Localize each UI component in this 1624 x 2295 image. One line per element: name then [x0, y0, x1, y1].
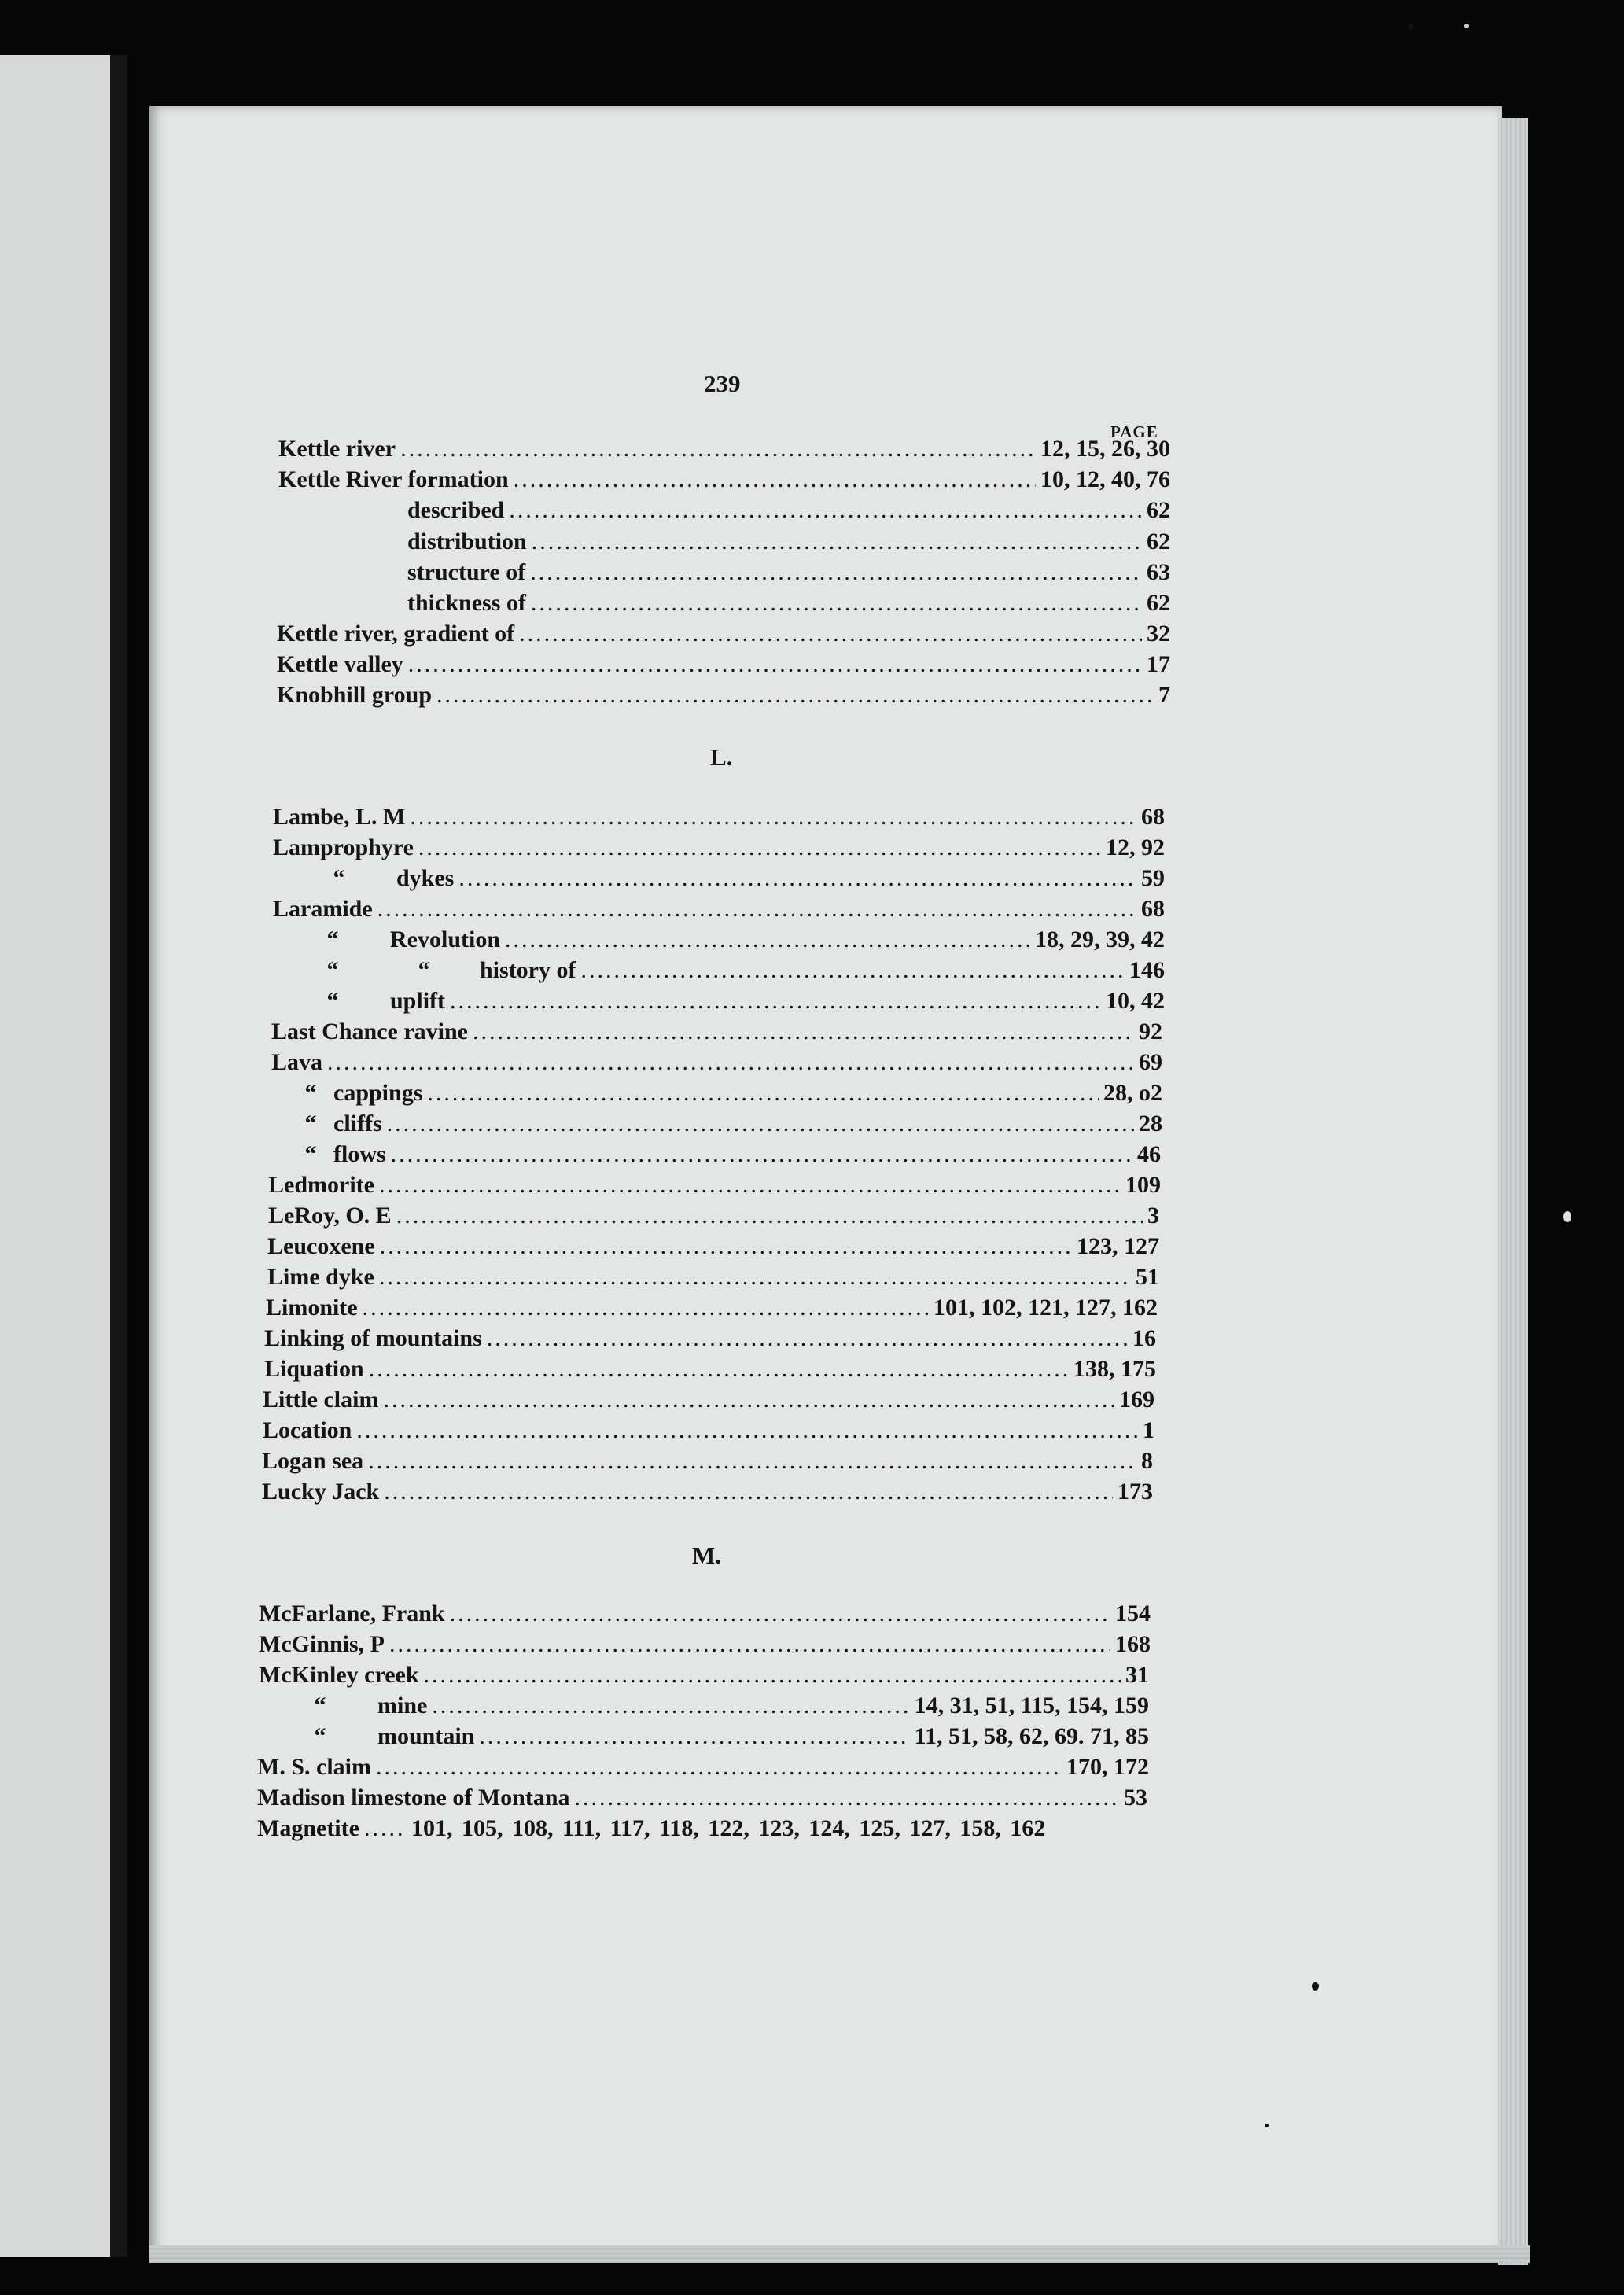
entry-subterm: cappings	[333, 1080, 423, 1106]
entry-subterm: flows	[333, 1141, 386, 1167]
page-number: 239	[704, 370, 741, 397]
dot-leader	[450, 987, 1101, 1015]
ditto-mark: “	[326, 957, 339, 983]
index-entry	[259, 1658, 1149, 1689]
index-entry	[316, 923, 1165, 954]
entry-pages: 123, 127	[1077, 1233, 1159, 1259]
index-entry	[259, 1627, 1151, 1659]
entry-term	[304, 1692, 427, 1720]
entry-pages: 10, 12, 40, 76	[1040, 466, 1170, 492]
dot-leader	[487, 1324, 1128, 1353]
entry-term: distribution	[407, 529, 527, 554]
index-entry	[264, 1321, 1156, 1353]
index-entry	[262, 1475, 1153, 1506]
entry-pages: 31	[1125, 1662, 1149, 1688]
entry-term: Magnetite	[257, 1815, 359, 1841]
index-entry	[407, 525, 1170, 556]
entry-term	[294, 1110, 382, 1138]
ditto-mark: “	[418, 957, 430, 983]
entry-pages: 62	[1147, 529, 1170, 554]
section-heading-m: M.	[692, 1542, 722, 1569]
page-stack-bottom-edge	[149, 2245, 1530, 2263]
entry-pages: 68	[1141, 804, 1165, 830]
index-entry	[268, 1199, 1159, 1230]
entry-term: Lime dyke	[267, 1264, 374, 1290]
index-entry	[266, 1291, 1158, 1322]
entry-pages: 16	[1132, 1325, 1156, 1351]
dot-leader	[356, 1416, 1138, 1445]
entry-pages: 8	[1141, 1448, 1153, 1474]
scan-speck	[1563, 1211, 1571, 1222]
entry-pages: 69	[1139, 1049, 1162, 1075]
entry-term: Little claim	[263, 1387, 379, 1413]
entry-pages: 101, 102, 121, 127, 162	[934, 1295, 1158, 1321]
entry-pages: 14, 31, 51, 115, 154, 159	[914, 1693, 1149, 1718]
dot-leader	[458, 864, 1136, 893]
scan-speck	[1312, 1982, 1319, 1991]
index-entry	[277, 617, 1170, 648]
entry-term: LeRoy, O. E	[268, 1203, 392, 1229]
entry-pages: 53	[1124, 1785, 1147, 1811]
entry-term: Leucoxene	[267, 1233, 375, 1259]
entry-term	[294, 1079, 422, 1107]
entry-pages: 18, 29, 39, 42	[1035, 926, 1165, 952]
index-entry	[277, 647, 1170, 679]
entry-pages: 1	[1143, 1417, 1154, 1443]
dot-leader	[408, 650, 1142, 679]
entry-pages: 32	[1147, 621, 1170, 647]
entry-term: Kettle River formation	[278, 466, 509, 492]
dot-leader	[509, 496, 1142, 525]
index-entry	[263, 1383, 1154, 1414]
entry-subterm: Revolution	[390, 926, 501, 952]
section-heading-l: L.	[710, 743, 733, 771]
entry-term: structure of	[407, 559, 526, 585]
entry-term	[294, 1140, 386, 1169]
ditto-mark: “	[304, 1080, 317, 1106]
index-entry	[304, 1689, 1149, 1720]
entry-pages: 11, 51, 58, 62, 69. 71, 85	[914, 1723, 1149, 1749]
entry-term	[322, 864, 454, 893]
entry-subterm: uplift	[390, 988, 446, 1014]
dot-leader	[450, 1600, 1110, 1628]
entry-term: Laramide	[273, 896, 373, 922]
entry-pages: 146	[1129, 957, 1165, 983]
dot-leader	[424, 1661, 1121, 1689]
entry-term: Location	[263, 1417, 352, 1443]
index-entry	[264, 1352, 1156, 1383]
dot-leader	[530, 558, 1142, 587]
dot-leader	[418, 834, 1101, 862]
entry-pages: 154	[1115, 1601, 1151, 1626]
index-entry	[273, 831, 1165, 862]
entry-term: Last Chance ravine	[271, 1019, 468, 1044]
entry-term: McKinley creek	[259, 1662, 419, 1688]
ditto-mark: “	[304, 1141, 317, 1167]
index-entry	[278, 432, 1170, 463]
entry-pages: 68	[1141, 896, 1165, 922]
dot-leader	[479, 1722, 909, 1751]
dot-leader	[473, 1018, 1134, 1046]
entry-pages: 10, 42	[1106, 988, 1165, 1014]
ditto-mark: “	[333, 865, 345, 891]
entry-pages: 7	[1158, 682, 1170, 708]
dot-leader	[376, 1753, 1062, 1781]
entry-term: Ledmorite	[268, 1172, 374, 1198]
entry-term: Madison limestone of Montana	[257, 1785, 570, 1811]
entry-term: McGinnis, P	[259, 1631, 385, 1657]
entry-pages: 12, 15, 26, 30	[1040, 436, 1170, 462]
dot-leader	[519, 620, 1142, 648]
entry-pages: 62	[1147, 590, 1170, 616]
dot-leader	[531, 589, 1142, 617]
index-entry	[278, 462, 1170, 494]
index-entry	[257, 1781, 1147, 1812]
entry-pages: 109	[1125, 1172, 1161, 1198]
dot-leader	[575, 1784, 1120, 1812]
entry-pages: 12, 92	[1106, 834, 1165, 860]
index-entry	[257, 1750, 1149, 1781]
entry-term: Kettle valley	[277, 651, 403, 677]
index-entry	[304, 1719, 1149, 1751]
entry-term: Liquation	[264, 1356, 364, 1382]
entry-pages: 59	[1141, 865, 1165, 891]
ditto-mark: “	[304, 1111, 317, 1136]
index-entry	[316, 984, 1165, 1015]
ditto-mark: “	[314, 1723, 326, 1749]
entry-term: Lucky Jack	[262, 1479, 380, 1505]
index-entry	[294, 1107, 1162, 1138]
dot-leader	[391, 1140, 1132, 1169]
index-entry	[271, 1045, 1162, 1077]
dot-leader	[379, 1171, 1121, 1199]
entry-pages: 28	[1139, 1111, 1162, 1136]
entry-term: Lava	[271, 1049, 323, 1075]
entry-term: thickness of	[407, 590, 526, 616]
entry-pages: 168	[1115, 1631, 1151, 1657]
entry-pages: 63	[1147, 559, 1170, 585]
entry-subterm: history of	[480, 957, 576, 983]
entry-term: M. S. claim	[257, 1754, 371, 1780]
index-entry	[267, 1229, 1159, 1261]
dot-leader	[427, 1079, 1099, 1107]
dot-leader	[368, 1447, 1136, 1475]
dot-leader	[364, 1814, 407, 1843]
entry-pages: 62	[1147, 497, 1170, 523]
entry-term	[316, 987, 445, 1015]
scan-speck	[1464, 24, 1469, 28]
dot-leader	[377, 895, 1136, 923]
dot-leader	[379, 1263, 1131, 1291]
dot-leader	[380, 1232, 1072, 1261]
dot-leader	[532, 528, 1142, 556]
entry-term: described	[407, 497, 505, 523]
index-entry	[267, 1260, 1159, 1291]
scan-speck	[1408, 24, 1414, 31]
dot-leader	[432, 1692, 909, 1720]
dot-leader	[384, 1478, 1113, 1506]
index-entry	[257, 1811, 1147, 1843]
index-entry	[273, 892, 1165, 923]
dot-leader	[505, 926, 1030, 954]
facing-page-edge	[0, 55, 127, 2257]
index-entry	[322, 861, 1165, 893]
entry-pages: 17	[1147, 651, 1170, 677]
entry-pages: 170, 172	[1066, 1754, 1149, 1780]
index-entry	[294, 1076, 1162, 1107]
index-entry	[277, 678, 1170, 709]
entry-term: Lambe, L. M	[273, 804, 406, 830]
index-entry	[294, 1137, 1161, 1169]
entry-term: Lamprophyre	[273, 834, 414, 860]
entry-term	[316, 956, 576, 985]
dot-leader	[383, 1386, 1114, 1414]
dot-leader	[410, 803, 1136, 831]
entry-subterm: mountain	[377, 1723, 475, 1749]
entry-pages: 28, o2	[1103, 1080, 1162, 1106]
index-entry	[268, 1168, 1161, 1199]
dot-leader	[389, 1630, 1110, 1659]
ditto-mark: “	[326, 988, 339, 1014]
ditto-mark: “	[326, 926, 339, 952]
entry-pages: 92	[1139, 1019, 1162, 1044]
index-entry	[271, 1015, 1162, 1046]
entry-subterm: dykes	[396, 865, 455, 891]
scan-speck	[1265, 2124, 1269, 2127]
entry-pages: 173	[1118, 1479, 1153, 1505]
dot-leader	[581, 956, 1125, 985]
entry-term	[304, 1722, 474, 1751]
dot-leader	[363, 1294, 929, 1322]
entry-term: Kettle river, gradient of	[277, 621, 515, 647]
dot-leader	[396, 1202, 1143, 1230]
entry-term	[316, 926, 500, 954]
dot-leader	[387, 1110, 1134, 1138]
dot-leader	[436, 681, 1154, 709]
index-entry	[263, 1413, 1154, 1445]
entry-term: Knobhill group	[277, 682, 433, 708]
entry-pages: 46	[1137, 1141, 1161, 1167]
entry-term: Kettle river	[278, 436, 396, 462]
index-entry	[407, 586, 1170, 617]
entry-term: Logan sea	[262, 1448, 364, 1474]
entry-pages: 169	[1119, 1387, 1154, 1413]
dot-leader	[400, 435, 1036, 463]
dot-leader	[369, 1355, 1069, 1383]
index-entry	[407, 493, 1170, 525]
index-entry	[273, 800, 1165, 831]
entry-term: Limonite	[266, 1295, 358, 1321]
ditto-mark: “	[314, 1693, 326, 1718]
entry-subterm: cliffs	[333, 1111, 382, 1136]
entry-pages: 138, 175	[1073, 1356, 1156, 1382]
entry-pages: 101, 105, 108, 111, 117, 118, 122, 123, 124, 125, 127, 158, 162	[411, 1815, 1046, 1841]
index-entry	[259, 1597, 1151, 1628]
entry-term: McFarlane, Frank	[259, 1601, 445, 1626]
entry-pages: 51	[1136, 1264, 1159, 1290]
dot-leader	[327, 1048, 1134, 1077]
index-entry	[316, 953, 1165, 985]
index-entry	[262, 1444, 1153, 1475]
dot-leader	[514, 466, 1036, 494]
entry-subterm: mine	[377, 1693, 428, 1718]
page-column-header: PAGE	[1110, 422, 1158, 441]
page-stack-edge	[1498, 118, 1528, 2265]
index-entry	[407, 555, 1170, 587]
entry-pages: 3	[1147, 1203, 1159, 1229]
entry-term: Linking of mountains	[264, 1325, 482, 1351]
